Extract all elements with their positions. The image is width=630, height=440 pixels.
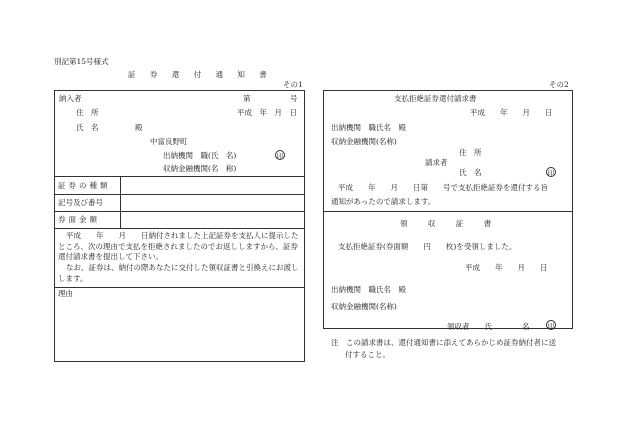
row-face-amount: 券面金額 (58, 215, 100, 224)
request-line-2: 通知があったので請求します。 (331, 197, 436, 206)
right-issuer: 出納機関 職氏名 殿 (331, 123, 406, 132)
row-symbol-number: 記号及び番号 (58, 198, 103, 207)
dono-label: 殿 (135, 123, 143, 132)
issuer-label: 出納機関 職(氏 名) (163, 151, 237, 160)
seal-icon: 印 (547, 169, 555, 177)
seal-icon: 印 (547, 322, 555, 330)
name-label: 氏 名 (76, 123, 99, 132)
receipt-receiver: 収納金融機関(名称) (331, 302, 397, 311)
receiver-label: 収納金融機関(名 称) (163, 164, 237, 173)
note-line-2: 付すること。 (345, 350, 390, 359)
seal-icon: 印 (276, 152, 284, 160)
claim-title: 支払拒絶証券還付請求書 (394, 94, 477, 103)
right-part-label: その2 (549, 80, 569, 89)
claimant-label: 請求者 (425, 158, 448, 167)
right-address: 住 所 (459, 148, 482, 157)
left-part-label: その1 (283, 80, 303, 89)
number-no: 第 (243, 94, 251, 103)
right-receiver: 収納金融機関(名称) (331, 137, 397, 146)
notice-body: 平成 年 月 日納付されました上記証券を支払人に提示したところ、次の理由で支払を拒絶されましたのでお返ししますから、証券還付請求書を提出して下さい。 (58, 231, 299, 261)
form-label: 別記第15号様式 (54, 57, 109, 66)
right-date: 平成 年 月 日 (470, 108, 553, 117)
reason-label: 理由 (58, 289, 73, 298)
notice-body-2: なお、証券は、納付の際あなたに交付した領収証書と引換えにお渡しします。 (58, 263, 299, 283)
receipt-date: 平成 年 月 日 (465, 263, 548, 272)
left-date: 平成 年 月 日 (237, 108, 297, 117)
note-line-1: 注 この請求書は、還付通知書に添えてあらかじめ証券納付者に送 (331, 338, 556, 347)
recipient-label: 領収者 氏 名 (447, 322, 530, 331)
number-go: 号 (290, 94, 298, 103)
document-title: 証 券 還 付 通 知 書 (128, 70, 273, 79)
request-line-1: 平成 年 月 日第 号で支払拒絶証券を還付する旨 (338, 183, 548, 192)
address-label: 住 所 (76, 108, 99, 117)
town-name: 中富良野町 (150, 137, 188, 146)
right-name: 氏 名 (459, 168, 482, 177)
row-security-type: 証券の種類 (58, 181, 111, 190)
receipt-line: 支払拒絶証券(券面額 円 枚)を受領しました。 (338, 242, 517, 251)
receipt-issuer: 出納機関 職氏名 殿 (331, 285, 406, 294)
payer-label: 納入者 (59, 94, 82, 103)
receipt-title: 領 収 証 書 (400, 219, 501, 228)
